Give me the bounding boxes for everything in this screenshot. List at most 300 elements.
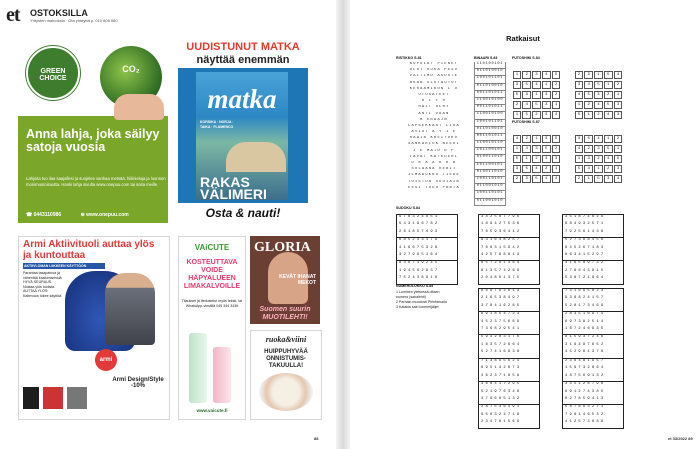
futoshiki-cell: 5 bbox=[604, 145, 613, 153]
ristikko-row: D R A A R R A bbox=[411, 161, 457, 165]
sudoku-row: 452375689 bbox=[481, 319, 522, 324]
sudoku-row: 234781569 bbox=[481, 420, 522, 425]
futoshiki-cell: 1 bbox=[513, 145, 522, 153]
sudoku-row: 527398456 bbox=[565, 238, 606, 243]
binaari-row: 100101101 bbox=[474, 120, 506, 127]
futoshiki-cell: 5 bbox=[604, 101, 613, 109]
sudoku-grid bbox=[562, 288, 624, 359]
futoshiki-cell: 4 bbox=[614, 71, 623, 79]
phone-icon: ☎ bbox=[26, 212, 34, 218]
futoshiki-cell: 4 bbox=[532, 81, 541, 89]
vaicute-url[interactable]: www.vaicute.fi bbox=[196, 408, 228, 413]
sudoku-row: 792561438 bbox=[563, 230, 623, 238]
futoshiki-cell: 3 bbox=[614, 111, 623, 119]
sudoku-row: 836719245 bbox=[399, 261, 440, 266]
futoshiki-cell: 2 bbox=[604, 165, 613, 173]
futoshiki-cell: 2 bbox=[584, 101, 593, 109]
futoshiki-cell: 4 bbox=[542, 71, 551, 79]
sudoku-label: SUDOKU S.84 bbox=[396, 206, 420, 210]
futoshiki-cell: 1 bbox=[542, 175, 551, 183]
binaari-row: 001101011 bbox=[474, 91, 506, 98]
futoshiki-cell: 5 bbox=[575, 165, 584, 173]
armi-ad[interactable] bbox=[18, 236, 170, 420]
binaari-row: 010011010 bbox=[474, 170, 506, 177]
futoshiki-cell: 2 bbox=[522, 71, 531, 79]
futoshiki-cell: 4 bbox=[552, 175, 561, 183]
futoshiki-cell: 1 bbox=[522, 155, 531, 163]
futoshiki-cell: 4 bbox=[584, 165, 593, 173]
futoshiki-cell: 4 bbox=[614, 175, 623, 183]
vaicute-body: Tilaukset ja tiedustelut myös teksti- tai WhatsApp-viestillä 045 344 3436 bbox=[181, 299, 243, 308]
binaari-row: 110010110 bbox=[474, 141, 506, 148]
futoshiki-row bbox=[574, 92, 632, 107]
binaari-row: 011010010 bbox=[474, 69, 506, 76]
sudoku-grid bbox=[478, 358, 540, 429]
futoshiki-cell: 1 bbox=[575, 101, 584, 109]
binaari-row: 100110101 bbox=[474, 177, 506, 184]
futoshiki-cell: 1 bbox=[542, 81, 551, 89]
futoshiki-cell: 5 bbox=[522, 165, 531, 173]
futoshiki-cell: 1 bbox=[604, 135, 613, 143]
futoshiki-cell: 4 bbox=[522, 145, 531, 153]
sudoku-row: 194562837 bbox=[399, 268, 440, 273]
futoshiki-cell: 3 bbox=[542, 101, 551, 109]
futoshiki-cell: 5 bbox=[513, 91, 522, 99]
page-title: Ratkaisut bbox=[506, 34, 540, 43]
futoshiki-cell: 3 bbox=[522, 175, 531, 183]
binaari-row: 011001010 bbox=[474, 199, 506, 206]
ristikko-row: UTUSATEET bbox=[418, 92, 450, 97]
hand-image bbox=[114, 94, 164, 120]
onepuu-photo bbox=[18, 38, 168, 116]
ristikko-row: HAIT OLHY bbox=[418, 105, 450, 110]
sudoku-row: 216538497 bbox=[481, 296, 522, 301]
futoshiki-grid bbox=[574, 62, 632, 117]
futoshiki-row bbox=[512, 136, 570, 151]
futoshiki-cell: 5 bbox=[552, 135, 561, 143]
sudoku-row: 521976348 bbox=[481, 389, 522, 394]
binaari-row: 011001010 bbox=[474, 184, 506, 191]
futoshiki-cell: 4 bbox=[522, 101, 531, 109]
binaari-row: 011010010 bbox=[474, 84, 506, 91]
futoshiki-cell: 4 bbox=[594, 135, 603, 143]
left-page bbox=[0, 0, 336, 449]
futoshiki-cell: 4 bbox=[513, 135, 522, 143]
futoshiki-row bbox=[574, 156, 632, 171]
futoshiki-row bbox=[574, 82, 632, 97]
binaari-row: 011010010 bbox=[474, 127, 506, 134]
sudoku-row: 368417295 bbox=[481, 382, 522, 387]
futoshiki-row bbox=[512, 62, 570, 77]
matka-title-2: näyttää enemmän bbox=[196, 54, 290, 66]
numerolukko-line: 2 Parhain muodosti Pirinfamalla bbox=[396, 300, 447, 304]
onepuu-headline: Anna lahja, joka säilyy satoja vuosia bbox=[26, 127, 160, 154]
binaari-label: BINAARI S.83 bbox=[474, 56, 498, 60]
futoshiki-cell: 5 bbox=[542, 145, 551, 153]
futoshiki-cell: 3 bbox=[522, 91, 531, 99]
ristikko-label: RISTIKKO S.81 bbox=[396, 56, 422, 60]
gloria-ad[interactable] bbox=[250, 236, 320, 324]
binaari-row: 101100101 bbox=[474, 163, 506, 170]
ristikko-solution bbox=[396, 62, 472, 190]
sudoku-row: 627859413 bbox=[563, 397, 623, 405]
futoshiki-row bbox=[574, 102, 632, 117]
binaari-row: 001101011 bbox=[474, 134, 506, 141]
futoshiki-cell: 3 bbox=[575, 135, 584, 143]
futoshiki-row bbox=[512, 166, 570, 181]
numerolukko-solution bbox=[396, 290, 466, 310]
vaicute-headline: KOSTEUTTAVA VOIDE HÄPYALUEEN LIMAKALVOILLE bbox=[183, 259, 241, 290]
futoshiki-cell: 2 bbox=[575, 175, 584, 183]
web-icon: ⊕ bbox=[80, 212, 87, 218]
futoshiki-cell: 1 bbox=[584, 111, 593, 119]
section-title: OSTOKSILLA bbox=[30, 8, 88, 18]
futoshiki-cell: 1 bbox=[604, 81, 613, 89]
sudoku-grid bbox=[562, 358, 624, 429]
futoshiki-cell: 5 bbox=[532, 175, 541, 183]
sudoku-row: 685243179 bbox=[399, 238, 440, 243]
armi-benefits: Parantaa tasapainoa ja vähentää kaatumisriskiä. HYVÄ SEURAUS. Nostaa ylös tuolista. AUTTAA YLÖS: Kaltevuus tukee käyttöä. bbox=[23, 271, 63, 298]
futoshiki-cell: 2 bbox=[522, 135, 531, 143]
sudoku-row: 462371859 bbox=[479, 374, 539, 382]
futoshiki-cell: 1 bbox=[584, 175, 593, 183]
sudoku-row: 261857493 bbox=[397, 230, 457, 238]
sudoku-row: 416589732 bbox=[565, 261, 606, 266]
futoshiki-cell: 2 bbox=[552, 91, 561, 99]
ristikko-row: R L Y H bbox=[421, 99, 447, 104]
futoshiki-row bbox=[574, 62, 632, 77]
futoshiki-cell: 3 bbox=[614, 101, 623, 109]
futoshiki-cell: 3 bbox=[532, 71, 541, 79]
vaicute-logo: VAiCUTE bbox=[194, 243, 230, 252]
chair-lineup-image bbox=[23, 387, 103, 409]
onepuu-phone[interactable]: 0443110986 bbox=[33, 212, 62, 218]
ruoka-viini-logo: ruoka&viini bbox=[265, 335, 307, 344]
ristikko-row: LAPSEKKAAT LIRA bbox=[408, 123, 460, 128]
sudoku-row: 684932571 bbox=[565, 222, 606, 227]
ristikko-row: OLOT RUKA PESU bbox=[409, 68, 459, 73]
sudoku-row: 342587796 bbox=[481, 215, 522, 219]
sudoku-row: 487569132 bbox=[563, 374, 623, 382]
futoshiki-cell: 4 bbox=[575, 91, 584, 99]
ristikko-row: VALTIMO ASUSTE bbox=[409, 74, 459, 79]
armi-logo: armi bbox=[95, 349, 117, 371]
right-page-number: et 33/2022 89 bbox=[668, 436, 693, 441]
binaari-row: 110010100 bbox=[474, 98, 506, 105]
ristikko-row: ILMAAUKKO TIEDE bbox=[408, 173, 460, 178]
ristikko-row: ANTI VAAN bbox=[418, 111, 450, 116]
futoshiki-cell: 2 bbox=[513, 175, 522, 183]
futoshiki-cell: 5 bbox=[594, 175, 603, 183]
sudoku-row: 419675328 bbox=[399, 245, 440, 250]
onepuu-body: Lahjoita tuo ilaa saajallesi ja suojelee vanhaa metsää, hiilinieluja ja luonnon monimuotoisuutta. Hanki lahja sivulta www.onepuu.com tai soita meille. bbox=[26, 176, 166, 187]
futoshiki-cell: 5 bbox=[584, 135, 593, 143]
sudoku-row: 425798613 bbox=[479, 253, 539, 261]
futoshiki-label-1: FUTOSHIKI S.84 bbox=[512, 56, 540, 60]
right-page bbox=[350, 0, 696, 449]
futoshiki-row bbox=[574, 126, 632, 141]
futoshiki-cell: 5 bbox=[522, 111, 531, 119]
sudoku-row: 741695823 bbox=[565, 289, 606, 293]
sudoku-row: 765936412 bbox=[479, 230, 539, 238]
futoshiki-cell: 3 bbox=[584, 155, 593, 163]
futoshiki-cell: 3 bbox=[604, 175, 613, 183]
sudoku-row: 189427536 bbox=[481, 222, 522, 227]
futoshiki-cell: 3 bbox=[594, 91, 603, 99]
futoshiki-cell: 4 bbox=[542, 91, 551, 99]
coast-image bbox=[226, 142, 286, 172]
futoshiki-cell: 3 bbox=[513, 165, 522, 173]
ristikko-row: AKAA OLUTAUTOT bbox=[409, 80, 459, 85]
futoshiki-cell: 1 bbox=[614, 91, 623, 99]
sudoku-row: 869792813 bbox=[481, 289, 522, 293]
futoshiki-cell: 2 bbox=[575, 71, 584, 79]
binaari-row: 010011010 bbox=[474, 155, 506, 162]
futoshiki-cell: 3 bbox=[614, 165, 623, 173]
futoshiki-cell: 5 bbox=[614, 155, 623, 163]
futoshiki-row bbox=[512, 156, 570, 171]
sudoku-row: 345126798 bbox=[565, 382, 606, 387]
futoshiki-cell: 5 bbox=[604, 71, 613, 79]
futoshiki-cell: 4 bbox=[604, 111, 613, 119]
sudoku-row: 167246935 bbox=[563, 327, 623, 335]
sudoku-row: 412573689 bbox=[565, 420, 606, 425]
futoshiki-row bbox=[574, 136, 632, 151]
futoshiki-grid bbox=[512, 62, 570, 117]
onepuu-ad[interactable] bbox=[18, 38, 168, 223]
ristikko-row: M ERAAJN bbox=[420, 117, 448, 122]
sudoku-row: 657291384 bbox=[481, 261, 522, 266]
matka-cover bbox=[196, 72, 288, 200]
futoshiki-cell: 1 bbox=[575, 155, 584, 163]
futoshiki-grid bbox=[512, 126, 570, 181]
sudoku-row: 236481957 bbox=[565, 359, 606, 363]
futoshiki-cell: 1 bbox=[552, 101, 561, 109]
sudoku-row: 587693271 bbox=[565, 405, 606, 410]
futoshiki-cell: 2 bbox=[513, 101, 522, 109]
sudoku-row: 815937246 bbox=[565, 335, 606, 340]
sudoku-grid bbox=[562, 214, 624, 285]
ristikko-row: TOISTUA SUOJAIN bbox=[408, 179, 460, 184]
futoshiki-cell: 3 bbox=[584, 71, 593, 79]
sudoku-row: 528173469 bbox=[563, 304, 623, 312]
ristikko-row: AVIOT A Y I E bbox=[411, 130, 457, 135]
sudoku-row: 697382514 bbox=[565, 319, 606, 324]
sudoku-row: 278643915 bbox=[565, 268, 606, 273]
futoshiki-row bbox=[512, 82, 570, 97]
futoshiki-cell: 5 bbox=[552, 71, 561, 79]
futoshiki-cell: 1 bbox=[594, 165, 603, 173]
sudoku-grid bbox=[478, 214, 540, 285]
magazine-logo: et bbox=[6, 4, 20, 26]
futoshiki-cell: 2 bbox=[584, 145, 593, 153]
sudoku-row: 813574269 bbox=[481, 268, 522, 273]
sudoku-row: 895142673 bbox=[481, 366, 522, 371]
futoshiki-row bbox=[512, 146, 570, 161]
sudoku-row: 287536491 bbox=[481, 405, 522, 410]
futoshiki-cell: 5 bbox=[532, 101, 541, 109]
sudoku-row: 452961378 bbox=[565, 350, 606, 355]
bottle-image bbox=[189, 333, 207, 403]
armi-headline: Armi Aktiivituoli auttaa ylös ja kuntouttaa bbox=[23, 239, 155, 261]
futoshiki-cell: 2 bbox=[594, 155, 603, 163]
numerolukko-line: 1 Luminen yleisessä ottaen bbox=[396, 290, 440, 294]
futoshiki-cell: 2 bbox=[532, 155, 541, 163]
futoshiki-cell: 3 bbox=[594, 145, 603, 153]
ruoka-viini-ad[interactable] bbox=[250, 330, 322, 420]
futoshiki-cell: 2 bbox=[604, 91, 613, 99]
green-choice-badge: GREEN CHOICE bbox=[26, 46, 80, 100]
futoshiki-cell: 5 bbox=[575, 111, 584, 119]
matka-cta[interactable]: Osta & nauti! bbox=[178, 203, 308, 223]
binaari-row: 101100101 bbox=[474, 148, 506, 155]
gloria-tagline: Suomen suurin MUOTILEHTI! bbox=[259, 306, 311, 321]
futoshiki-cell: 3 bbox=[542, 111, 551, 119]
ristikko-row: SOLAANA REBIT bbox=[411, 167, 457, 172]
sudoku-row: 956324718 bbox=[481, 412, 522, 417]
armi-subtitle: AKTIIVI-OMAN LIIKKEEN KÄYTTÖÖN bbox=[23, 263, 105, 269]
futoshiki-row bbox=[512, 92, 570, 107]
matka-cover-title: RAKAS VÄLIMERI bbox=[200, 174, 267, 202]
futoshiki-cell: 1 bbox=[614, 145, 623, 153]
globe-icon: CO₂ bbox=[100, 46, 162, 108]
ristikko-row: TAVAT KATEDERI bbox=[409, 154, 459, 159]
ristikko-row: KERAAMIKON L U bbox=[409, 86, 459, 91]
sudoku-row: 319487652 bbox=[565, 342, 606, 347]
sudoku-grid bbox=[396, 214, 458, 285]
futoshiki-cell: 4 bbox=[604, 155, 613, 163]
futoshiki-grid bbox=[574, 126, 632, 181]
ristikko-row: ESSI TODO PANTA bbox=[408, 185, 460, 190]
sudoku-row: 283516974 bbox=[565, 312, 606, 317]
sudoku-row: 204861375 bbox=[481, 276, 522, 281]
futoshiki-cell: 2 bbox=[614, 135, 623, 143]
sudoku-row: 768315942 bbox=[481, 245, 522, 250]
gloria-cover-line: KEVÄT IHANAT MEKOT bbox=[279, 274, 316, 286]
futoshiki-cell: 4 bbox=[584, 81, 593, 89]
sudoku-row: 183572964 bbox=[481, 342, 522, 347]
binaari-row: 110100101 bbox=[474, 62, 506, 69]
sudoku-row: 351874629 bbox=[565, 215, 606, 219]
matka-logo: matka bbox=[207, 84, 277, 114]
sudoku-row: 978324651 bbox=[399, 215, 440, 219]
matka-title-1: UUDISTUNUT MATKA bbox=[186, 41, 300, 53]
futoshiki-cell: 2 bbox=[552, 145, 561, 153]
sudoku-row: 736829541 bbox=[479, 327, 539, 335]
sudoku-row: 159732864 bbox=[565, 366, 606, 371]
futoshiki-cell: 5 bbox=[584, 91, 593, 99]
futoshiki-cell: 2 bbox=[532, 111, 541, 119]
futoshiki-row bbox=[512, 102, 570, 117]
futoshiki-cell: 5 bbox=[594, 81, 603, 89]
futoshiki-cell: 4 bbox=[594, 101, 603, 109]
futoshiki-cell: 2 bbox=[542, 165, 551, 173]
sudoku-row: 798146532 bbox=[565, 412, 606, 417]
futoshiki-cell: 3 bbox=[575, 81, 584, 89]
matka-cover-lines: KORSIKA · NORJA · TAIKA · FLAMENCO bbox=[200, 120, 234, 129]
futoshiki-cell: 3 bbox=[513, 81, 522, 89]
sudoku-row: 594283176 bbox=[481, 335, 522, 340]
sudoku-row: 691274385 bbox=[565, 389, 606, 394]
sudoku-grid bbox=[478, 288, 540, 359]
futoshiki-cell: 2 bbox=[594, 111, 603, 119]
futoshiki-cell: 5 bbox=[513, 155, 522, 163]
futoshiki-cell: 1 bbox=[513, 71, 522, 79]
futoshiki-cell: 1 bbox=[532, 135, 541, 143]
sudoku-row: 327985164 bbox=[397, 253, 457, 261]
sudoku-row: 713895624 bbox=[481, 359, 522, 363]
sudoku-row: 931648257 bbox=[481, 238, 522, 243]
futoshiki-cell: 2 bbox=[614, 81, 623, 89]
futoshiki-cell: 3 bbox=[532, 145, 541, 153]
binaari-solution bbox=[474, 62, 506, 206]
futoshiki-label-2: FUTOSHIKI S.87 bbox=[512, 120, 540, 124]
ristikko-row: J E MATO R P bbox=[413, 148, 455, 153]
futoshiki-row bbox=[574, 72, 632, 87]
tube-image bbox=[213, 347, 231, 403]
onepuu-web[interactable]: www.onepuu.com bbox=[86, 212, 129, 218]
futoshiki-row bbox=[574, 166, 632, 181]
futoshiki-cell: 3 bbox=[552, 155, 561, 163]
futoshiki-cell: 1 bbox=[552, 165, 561, 173]
numerolukko-label: NUMEROLUKKO S.85 bbox=[396, 284, 434, 288]
binaari-row: 100110101 bbox=[474, 191, 506, 198]
spine-gutter bbox=[336, 0, 350, 449]
left-page-number: 88 bbox=[314, 436, 319, 441]
matka-header bbox=[178, 38, 308, 68]
futoshiki-row bbox=[512, 126, 570, 141]
futoshiki-cell: 5 bbox=[522, 81, 531, 89]
man-image bbox=[105, 273, 155, 345]
vaicute-ad[interactable] bbox=[178, 236, 246, 420]
futoshiki-cell: 4 bbox=[552, 111, 561, 119]
armi-offer: Armi Design/Style -10% bbox=[112, 377, 164, 389]
food-plate-image bbox=[259, 373, 313, 411]
binaari-row: 110010100 bbox=[474, 112, 506, 119]
binaari-row: 001101011 bbox=[474, 105, 506, 112]
sudoku-row: 936824157 bbox=[565, 296, 606, 301]
binaari-row: 100101101 bbox=[474, 76, 506, 83]
onepuu-contact bbox=[26, 212, 166, 218]
section-subtitle: Yritysten mainoksia · Ota yhteyttä p. 010 808 080 bbox=[30, 18, 118, 23]
ristikko-row: SANKARIUK NEERI bbox=[408, 142, 460, 147]
sudoku-row: 538721964 bbox=[565, 276, 606, 281]
sudoku-row: 945267183 bbox=[565, 245, 606, 250]
sudoku-row: 691854723 bbox=[481, 312, 522, 317]
futoshiki-row bbox=[512, 72, 570, 87]
futoshiki-cell: 1 bbox=[594, 71, 603, 79]
futoshiki-cell: 4 bbox=[532, 165, 541, 173]
futoshiki-cell: 4 bbox=[575, 145, 584, 153]
matka-ad[interactable] bbox=[178, 38, 308, 223]
sudoku-row: 527416938 bbox=[481, 350, 522, 355]
futoshiki-cell: 4 bbox=[542, 155, 551, 163]
sudoku-row: 378416285 bbox=[479, 304, 539, 312]
futoshiki-row bbox=[574, 146, 632, 161]
futoshiki-cell: 1 bbox=[513, 111, 522, 119]
ristikko-row: RAAIN KREITOKO bbox=[409, 136, 459, 141]
futoshiki-cell: 2 bbox=[552, 81, 561, 89]
sudoku-row: 863415297 bbox=[563, 253, 623, 261]
futoshiki-cell: 3 bbox=[542, 135, 551, 143]
gloria-logo: GLORIA bbox=[254, 240, 311, 255]
futoshiki-cell: 1 bbox=[532, 91, 541, 99]
sudoku-row: 479685132 bbox=[479, 397, 539, 405]
ristikko-row: NOPOLAT PIENET bbox=[409, 62, 459, 66]
ruoka-viini-headline: HUIPPUHYVÄÄ ONNISTUMIS-TAKUULLA! bbox=[264, 349, 308, 369]
sudoku-row: 543196782 bbox=[399, 222, 440, 227]
numerolukko-line: 3 Kaiakia sairi ionmerijäljet bbox=[396, 305, 439, 309]
